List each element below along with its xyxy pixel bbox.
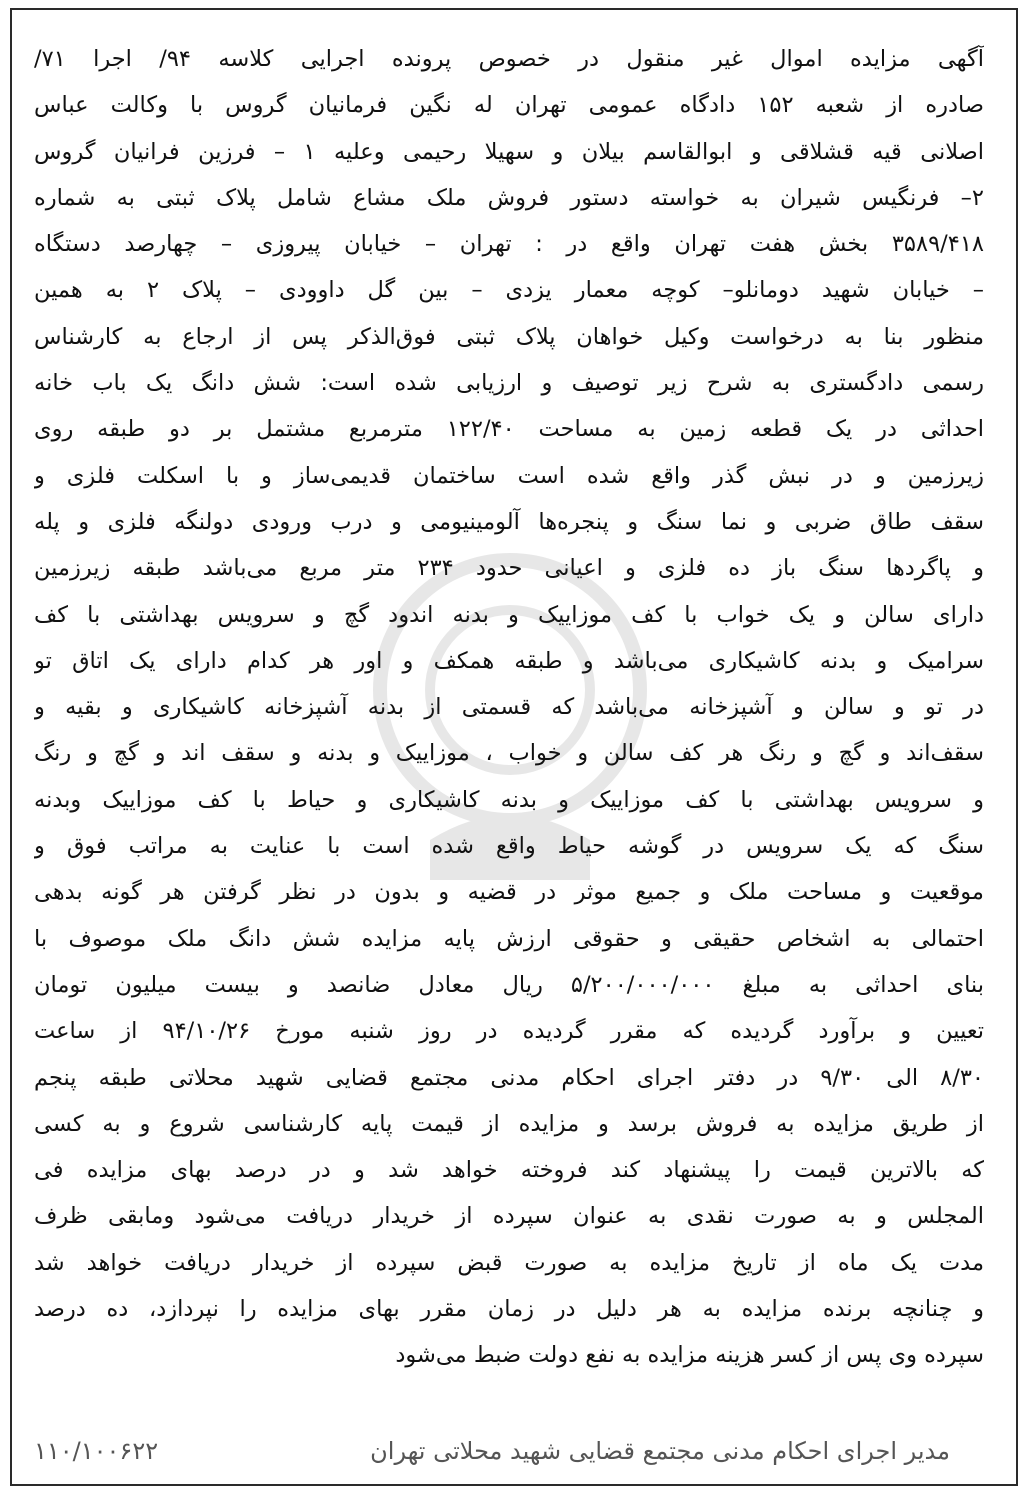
- notice-line: اصلانی قیه قشلاقی و ابوالقاسم بیلان و سهیلا رحیمی وعلیه ۱ – فرزین فرانیان گروس: [34, 138, 984, 165]
- notice-line: رسمی دادگستری به شرح زیر توصیف و ارزیابی شده است: شش دانگ یک باب خانه: [34, 370, 984, 397]
- notice-line: المجلس و به صورت نقدی به عنوان سپرده از خریدار دریافت می‌شود ومابقی ظرف: [34, 1203, 984, 1230]
- notice-line: تعیین و برآورد گردیده که مقرر گردیده در روز شنبه مورخ ۹۴/۱۰/۲۶ از ساعت: [34, 1018, 984, 1045]
- notice-line: احداثی در یک قطعه زمین به مساحت ۱۲۲/۴۰ مترمربع مشتمل بر دو طبقه روی: [34, 416, 984, 443]
- notice-line: سرامیک و بدنه کاشیکاری می‌باشد و طبقه همکف و اور هر کدام دارای یک اتاق تو: [34, 647, 984, 674]
- notice-line: ۳۵۸۹/۴۱۸ بخش هفت تهران واقع در : تهران – خیابان پیروزی – چهارصد دستگاه: [34, 231, 984, 258]
- notice-code: ۱۱۰/۱۰۰۶۲۲: [34, 1437, 159, 1465]
- notice-line: ۸/۳۰ الی ۹/۳۰ در دفتر اجرای احکام مدنی مجتمع قضایی شهید محلاتی طبقه پنجم: [34, 1064, 984, 1091]
- notice-line: در تو و سالن و آشپزخانه می‌باشد که قسمتی از بدنه آشپزخانه کاشیکاری و بقیه و: [34, 694, 984, 721]
- notice-line: سقف‌اند و گچ و رنگ هر کف سالن و خواب ، موزاییک و بدنه و سقف اند و گچ و رنگ: [34, 740, 984, 767]
- notice-line: ۲– فرنگیس شیران به خواسته دستور فروش ملک مشاع شامل پلاک ثبتی به شماره: [34, 184, 984, 211]
- notice-line: زیرزمین و در نبش گذر واقع شده است ساختمان قدیمی‌ساز و با اسکلت فلزی و: [34, 462, 984, 489]
- notice-line: سنگ که یک سرویس در گوشه حیاط واقع شده است با عنایت به مراتب فوق و: [34, 833, 984, 860]
- notice-body: [34, 36, 984, 1379]
- notice-line: منظور بنا به درخواست وکیل خواهان پلاک ثبتی فوق‌الذکر پس از ارجاع به کارشناس: [34, 323, 984, 350]
- notice-line: احتمالی به اشخاص حقیقی و حقوقی ارزش پایه مزایده شش دانگ ملک موصوف با: [34, 925, 984, 952]
- signature-text: مدیر اجرای احکام مدنی مجتمع قضایی شهید محلاتی تهران: [370, 1437, 950, 1465]
- notice-line: از طریق مزایده به فروش برسد و مزایده از قیمت پایه کارشناسی شروع و به کسی: [34, 1110, 984, 1137]
- notice-line: سقف طاق ضربی و نما سنگ و پنجره‌ها آلومینیومی و درب ورودی دولنگه فلزی و پله: [34, 508, 984, 535]
- notice-line: و چنانچه برنده مزایده به هر دلیل در زمان مقرر بهای مزایده را نپردازد، ده درصد: [34, 1296, 984, 1323]
- notice-line: بنای احداثی به مبلغ ۵/۲۰۰/۰۰۰/۰۰۰ ریال معادل ضانصد و بیست میلیون تومان: [34, 971, 984, 998]
- notice-line: موقعیت و مساحت ملک و جمیع موثر در قضیه و بدون در نظر گرفتن هر گونه بدهی: [34, 879, 984, 906]
- notice-line: آگهی مزایده اموال غیر منقول در خصوص پرونده اجرایی کلاسه ۹۴/ اجرا ۷۱/: [34, 46, 984, 72]
- notice-line: و پاگردها سنگ باز ده فلزی و اعیانی حدود ۲۳۴ متر مربع می‌باشد طبقه زیرزمین: [34, 555, 984, 582]
- notice-line: سپرده وی پس از کسر هزینه مزایده به نفع دولت ضبط می‌شود: [395, 1342, 984, 1369]
- notice-footer: [34, 1428, 950, 1474]
- notice-line: مدت یک ماه از تاریخ مزایده به صورت قبض سپرده از خریدار دریافت خواهد شد: [34, 1249, 984, 1276]
- notice-line: دارای سالن و یک خواب با کف موزاییک و بدنه اندود گچ و سرویس بهداشتی با کف: [34, 601, 984, 628]
- notice-line: صادره از شعبه ۱۵۲ دادگاه عمومی تهران له نگین فرمانیان گروس با وکالت عباس: [34, 92, 984, 119]
- notice-line: – خیابان شهید دومانلو– کوچه معمار یزدی – بین گل داوودی – پلاک ۲ به همین: [34, 277, 984, 304]
- notice-line: که بالاترین قیمت را پیشنهاد کند فروخته خواهد شد و در درصد بهای مزایده فی: [34, 1157, 984, 1184]
- notice-line: و سرویس بهداشتی با کف موزاییک و بدنه کاشیکاری و حیاط با کف موزاییک وبدنه: [34, 786, 984, 813]
